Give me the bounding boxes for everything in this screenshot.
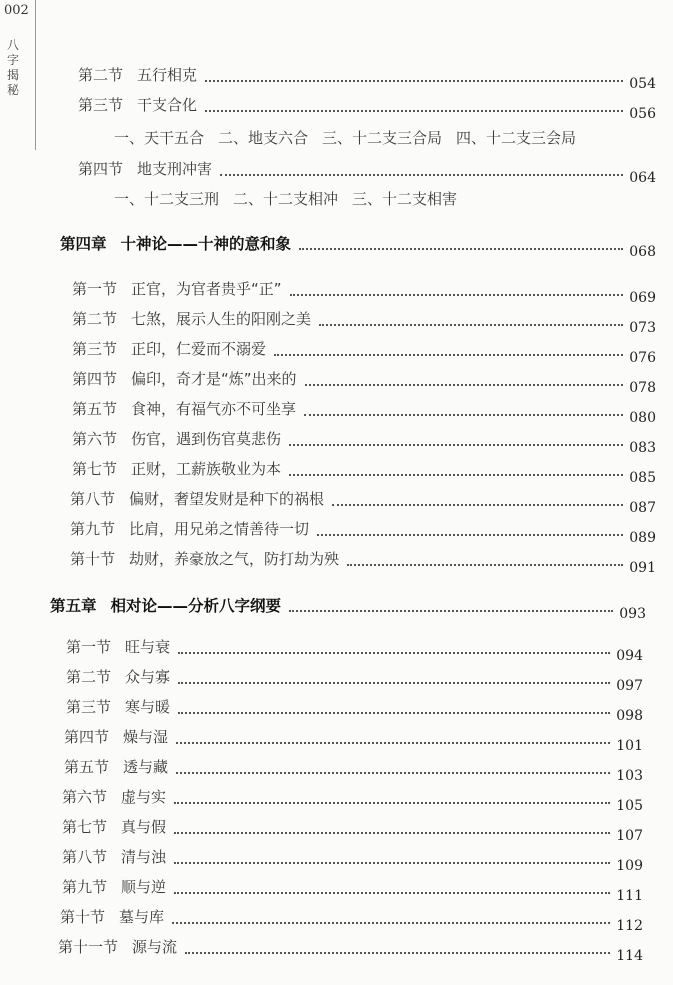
section-number: 第四节 <box>78 160 124 178</box>
page-reference: 087 <box>629 499 656 516</box>
section-title: 食神，有福气亦不可坐享 <box>131 400 297 418</box>
page-number: 002 <box>4 3 29 18</box>
page-reference: 083 <box>629 439 656 456</box>
section-title: 源与流 <box>132 938 178 956</box>
section-title: 正官，为官者贵乎“正” <box>131 280 282 298</box>
page-reference: 078 <box>629 379 656 396</box>
section-title: 寒与暖 <box>125 698 171 716</box>
section-title: 透与藏 <box>123 758 169 776</box>
toc-section-entry[interactable] <box>72 278 656 306</box>
toc-subsection-list <box>114 188 471 209</box>
leader-dots <box>178 648 610 654</box>
toc-subsection-list <box>114 127 590 148</box>
toc-section-entry[interactable] <box>62 846 643 874</box>
leader-dots <box>299 244 623 250</box>
page-reference: 111 <box>616 887 643 904</box>
section-title: 真与假 <box>121 818 167 836</box>
toc-subsection-item: 三、十二支相害 <box>352 190 458 208</box>
leader-dots <box>319 320 623 326</box>
leader-dots <box>174 888 610 894</box>
page-reference: 109 <box>616 857 643 874</box>
chapter-title: 十神论——十神的意和象 <box>120 235 292 253</box>
toc-section-entry[interactable] <box>66 636 643 664</box>
toc-chapter-entry[interactable] <box>50 594 646 622</box>
page-reference: 094 <box>616 647 643 664</box>
chapter-title: 相对论——分析八字纲要 <box>110 597 282 615</box>
toc-section-entry[interactable] <box>70 548 656 576</box>
page-reference: 056 <box>629 105 656 122</box>
section-title: 地支刑冲害 <box>137 160 213 178</box>
leader-dots <box>305 380 624 386</box>
toc-subsection-item: 一、天干五合 <box>114 129 205 147</box>
section-number: 第七节 <box>72 460 118 478</box>
toc-subsection-item: 三、十二支三合局 <box>322 129 443 147</box>
toc-section-entry[interactable] <box>72 368 656 396</box>
toc-subsection-item: 二、地支六合 <box>218 129 309 147</box>
section-number: 第三节 <box>72 340 118 358</box>
page-reference: 089 <box>629 529 656 546</box>
section-number: 第十节 <box>70 550 116 568</box>
toc-section-entry[interactable] <box>70 518 656 546</box>
section-number: 第九节 <box>70 520 116 538</box>
leader-dots <box>317 530 623 536</box>
section-title: 清与浊 <box>121 848 167 866</box>
section-title: 顺与逆 <box>121 878 167 896</box>
toc-section-entry[interactable] <box>62 786 643 814</box>
toc-section-entry[interactable] <box>60 906 643 934</box>
toc-section-entry[interactable] <box>72 338 656 366</box>
leader-dots <box>178 678 610 684</box>
section-number: 第十节 <box>60 908 106 926</box>
section-title: 虚与实 <box>121 788 167 806</box>
leader-dots <box>332 500 623 506</box>
section-title: 墓与库 <box>119 908 165 926</box>
side-divider <box>35 0 36 150</box>
chapter-number: 第五章 <box>50 597 97 615</box>
section-number: 第三节 <box>78 96 124 114</box>
leader-dots <box>289 606 613 612</box>
section-title: 比肩，用兄弟之情善待一切 <box>129 520 310 538</box>
toc-section-entry[interactable] <box>62 816 643 844</box>
section-title: 劫财，养豪放之气，防打劫为殃 <box>129 550 340 568</box>
section-title: 伤官，遇到伤官莫悲伤 <box>131 430 282 448</box>
leader-dots <box>176 738 610 744</box>
leader-dots <box>205 76 623 82</box>
page-reference: 054 <box>629 75 656 92</box>
page-reference: 064 <box>629 169 656 186</box>
leader-dots <box>274 350 623 356</box>
toc-section-entry[interactable] <box>78 64 656 92</box>
section-number: 第四节 <box>64 728 110 746</box>
section-number: 第五节 <box>72 400 118 418</box>
page-reference: 076 <box>629 349 656 366</box>
leader-dots <box>174 828 610 834</box>
leader-dots <box>304 410 623 416</box>
leader-dots <box>205 106 623 112</box>
section-number: 第八节 <box>62 848 108 866</box>
section-number: 第二节 <box>78 66 124 84</box>
section-number: 第二节 <box>66 668 112 686</box>
section-title: 七煞，展示人生的阳刚之美 <box>131 310 312 328</box>
page-reference: 091 <box>629 559 656 576</box>
chapter-number: 第四章 <box>60 235 107 253</box>
toc-subsection-item: 一、十二支三刑 <box>114 190 220 208</box>
page-reference: 097 <box>616 677 643 694</box>
leader-dots <box>176 768 610 774</box>
toc-section-entry[interactable] <box>70 488 656 516</box>
section-number: 第六节 <box>72 430 118 448</box>
page-reference: 069 <box>629 289 656 306</box>
leader-dots <box>174 858 610 864</box>
section-title: 正印，仁爱而不溺爱 <box>131 340 267 358</box>
toc-section-entry[interactable] <box>62 876 643 904</box>
toc-section-entry[interactable] <box>64 756 643 784</box>
leader-dots <box>290 290 624 296</box>
page-reference: 068 <box>629 244 656 260</box>
toc-section-entry[interactable] <box>72 428 656 456</box>
toc-section-entry[interactable] <box>72 458 656 486</box>
toc-subsection-item: 二、十二支相冲 <box>233 190 339 208</box>
page-reference: 073 <box>629 319 656 336</box>
section-title: 众与寡 <box>125 668 171 686</box>
section-number: 第八节 <box>70 490 116 508</box>
page-reference: 103 <box>616 767 643 784</box>
leader-dots <box>172 918 610 924</box>
section-number: 第四节 <box>72 370 118 388</box>
toc-subsection-item: 四、十二支三会局 <box>456 129 577 147</box>
section-number: 第一节 <box>66 638 112 656</box>
section-number: 第九节 <box>62 878 108 896</box>
page-reference: 085 <box>629 469 656 486</box>
toc-section-entry[interactable] <box>66 666 643 694</box>
toc-section-entry[interactable] <box>72 398 656 426</box>
toc-section-entry[interactable] <box>66 696 643 724</box>
toc-chapter-entry[interactable] <box>60 232 656 260</box>
toc-section-entry[interactable] <box>78 94 656 122</box>
section-number: 第七节 <box>62 818 108 836</box>
toc-section-entry[interactable] <box>58 936 643 964</box>
section-title: 偏印，奇才是“炼”出来的 <box>131 370 297 388</box>
page-reference: 107 <box>616 827 643 844</box>
page-reference: 114 <box>616 947 643 964</box>
section-title: 偏财，奢望发财是种下的祸根 <box>129 490 325 508</box>
section-number: 第十一节 <box>58 938 119 956</box>
section-title: 干支合化 <box>137 96 198 114</box>
toc-section-entry[interactable] <box>72 308 656 336</box>
toc-section-entry[interactable] <box>64 726 643 754</box>
leader-dots <box>178 708 610 714</box>
page-reference: 080 <box>629 409 656 426</box>
toc-section-entry[interactable] <box>78 158 656 186</box>
section-title: 燥与湿 <box>123 728 169 746</box>
running-book-title: 八字揭秘 <box>7 38 20 97</box>
section-number: 第一节 <box>72 280 118 298</box>
leader-dots <box>185 948 610 954</box>
leader-dots <box>347 560 623 566</box>
page-reference: 112 <box>616 917 643 934</box>
leader-dots <box>289 470 623 476</box>
leader-dots <box>289 440 623 446</box>
page-reference: 105 <box>616 797 643 814</box>
section-title: 正财，工薪族敬业为本 <box>131 460 282 478</box>
leader-dots <box>174 798 610 804</box>
page-reference: 101 <box>616 737 643 754</box>
section-title: 五行相克 <box>137 66 198 84</box>
leader-dots <box>220 170 623 176</box>
section-number: 第五节 <box>64 758 110 776</box>
page-reference: 098 <box>616 707 643 724</box>
page-reference: 093 <box>619 606 646 622</box>
section-number: 第六节 <box>62 788 108 806</box>
section-number: 第二节 <box>72 310 118 328</box>
section-number: 第三节 <box>66 698 112 716</box>
section-title: 旺与衰 <box>125 638 171 656</box>
